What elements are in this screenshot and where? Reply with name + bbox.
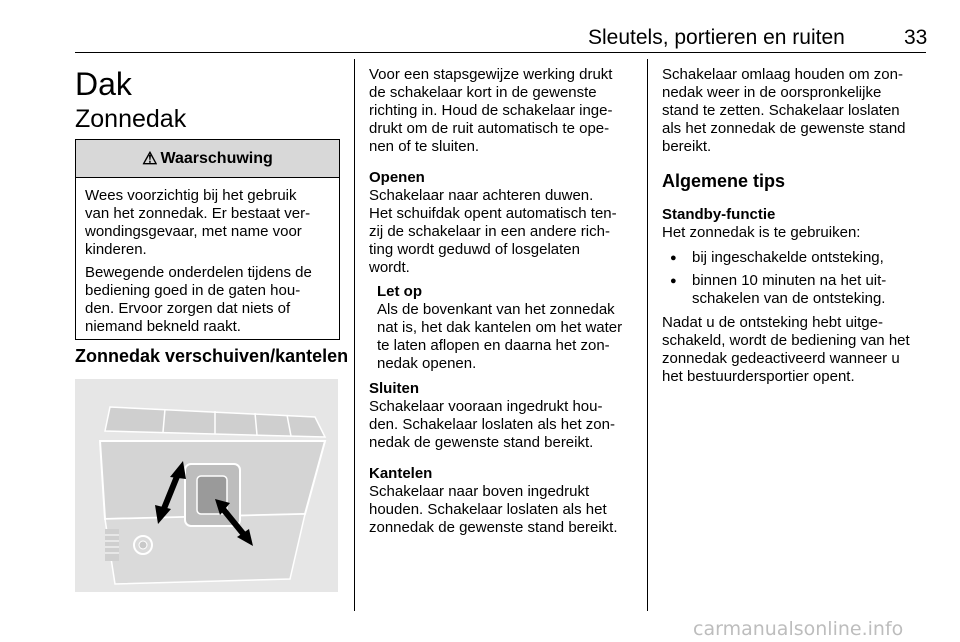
text-line: zij de schakelaar in een andere rich- [369, 223, 610, 240]
text-line: te laten aflopen en daarna het zon- [377, 337, 610, 354]
text-line: zonnedak de gewenste stand bereikt. [369, 519, 618, 536]
chapter-heading: Dak [75, 66, 132, 102]
section-heading-zonnedak: Zonnedak [75, 105, 187, 133]
page-number: 33 [904, 26, 928, 49]
text-line: richting in. Houd de schakelaar inge- [369, 102, 613, 119]
text-line: houden. Schakelaar loslaten als het [369, 501, 607, 518]
warning-title: Waarschuwing [160, 149, 273, 167]
warning-paragraph-2 [85, 264, 330, 336]
text-line: zonnedak gedeactiveerd wanneer u [662, 350, 900, 367]
text-line: den. Ervoor zorgen dat niets of [85, 300, 291, 317]
kantelen-heading: Kantelen [369, 465, 433, 482]
sunroof-switch-illustration [75, 379, 338, 592]
text-line: schakelen van de ontsteking. [692, 290, 886, 307]
text-line: nat is, het dak kantelen om het water [377, 319, 623, 336]
text-line: Nadat u de ontsteking hebt uitge- [662, 314, 883, 331]
sluiten-paragraph [369, 398, 639, 452]
text-line: schakeld, wordt de bediening van het [662, 332, 910, 349]
note-heading: Let op [377, 283, 422, 300]
middle-column [369, 66, 639, 537]
text-line: de schakelaar kort in de gewenste [369, 84, 597, 101]
text-line: wondingsgevaar, met name voor [85, 223, 302, 240]
right-intro-paragraph [662, 66, 932, 156]
list-item [662, 249, 932, 267]
standby-heading: Standby-functie [662, 206, 776, 223]
text-line: ting wordt geduwd of losgelaten [369, 241, 580, 258]
right-outro-paragraph [662, 314, 932, 386]
right-column [662, 66, 932, 386]
openen-heading: Openen [369, 169, 425, 186]
left-column [75, 66, 340, 133]
text-line: Als de bovenkant van het zonnedak [377, 301, 615, 318]
warning-header [76, 140, 339, 178]
text-line: binnen 10 minuten na het uit- [692, 272, 887, 289]
standby-list [662, 249, 932, 308]
intro-paragraph [369, 66, 639, 156]
text-line: bereikt. [662, 138, 712, 155]
text-line: Wees voorzichtig bij het gebruik [85, 187, 297, 204]
text-line: nen of te sluiten. [369, 138, 480, 155]
subsection-heading-verschuiven: Zonnedak verschuiven/kantelen [75, 346, 349, 366]
text-line: wordt. [369, 259, 410, 276]
warning-body [76, 178, 339, 336]
text-line: van het zonnedak. Er bestaat ver- [85, 205, 311, 222]
text-line: Schakelaar omlaag houden om zon- [662, 66, 903, 83]
warning-paragraph-1 [85, 187, 330, 259]
warning-box [75, 139, 340, 340]
text-line: niemand bekneld raakt. [85, 318, 241, 335]
text-line: nedak openen. [377, 355, 477, 372]
warning-triangle-icon: ⚠ [142, 148, 158, 168]
sluiten-heading: Sluiten [369, 380, 420, 397]
text-line: het bestuurdersportier opent. [662, 368, 855, 385]
text-line: stand te zetten. Schakelaar loslaten [662, 102, 900, 119]
tips-heading: Algemene tips [662, 171, 786, 191]
kantelen-paragraph [369, 483, 639, 537]
text-line: nedak weer in de oorspronkelijke [662, 84, 882, 101]
running-header-title: Sleutels, portieren en ruiten [588, 26, 845, 49]
text-line: Bewegende onderdelen tijdens de [85, 264, 312, 281]
header-rule [75, 52, 926, 53]
vent-grille [105, 529, 119, 561]
text-line: Het schuifdak opent automatisch ten- [369, 205, 617, 222]
column-divider-2 [647, 59, 648, 611]
list-item [662, 272, 932, 308]
text-line: Schakelaar vooraan ingedrukt hou- [369, 398, 603, 415]
text-line: nedak de gewenste stand bereikt. [369, 434, 594, 451]
text-line: den. Schakelaar loslaten als het zon- [369, 416, 615, 433]
text-line: bediening goed in de gaten hou- [85, 282, 301, 299]
standby-intro: Het zonnedak is te gebruiken: [662, 224, 861, 241]
watermark-link[interactable]: carmanualsonline.info [693, 618, 904, 640]
note-paragraph [377, 301, 639, 373]
note-block [369, 283, 639, 373]
openen-paragraph [369, 187, 639, 277]
text-line: Voor een stapsgewijze werking drukt [369, 66, 613, 83]
text-line: Schakelaar naar boven ingedrukt [369, 483, 590, 500]
column-divider-1 [354, 59, 355, 611]
text-line: als het zonnedak de gewenste stand [662, 120, 906, 137]
text-line: kinderen. [85, 241, 147, 258]
text-line: drukt om de ruit automatisch te ope- [369, 120, 610, 137]
text-line: bij ingeschakelde ontsteking, [692, 249, 884, 266]
text-line: Schakelaar naar achteren duwen. [369, 187, 594, 204]
